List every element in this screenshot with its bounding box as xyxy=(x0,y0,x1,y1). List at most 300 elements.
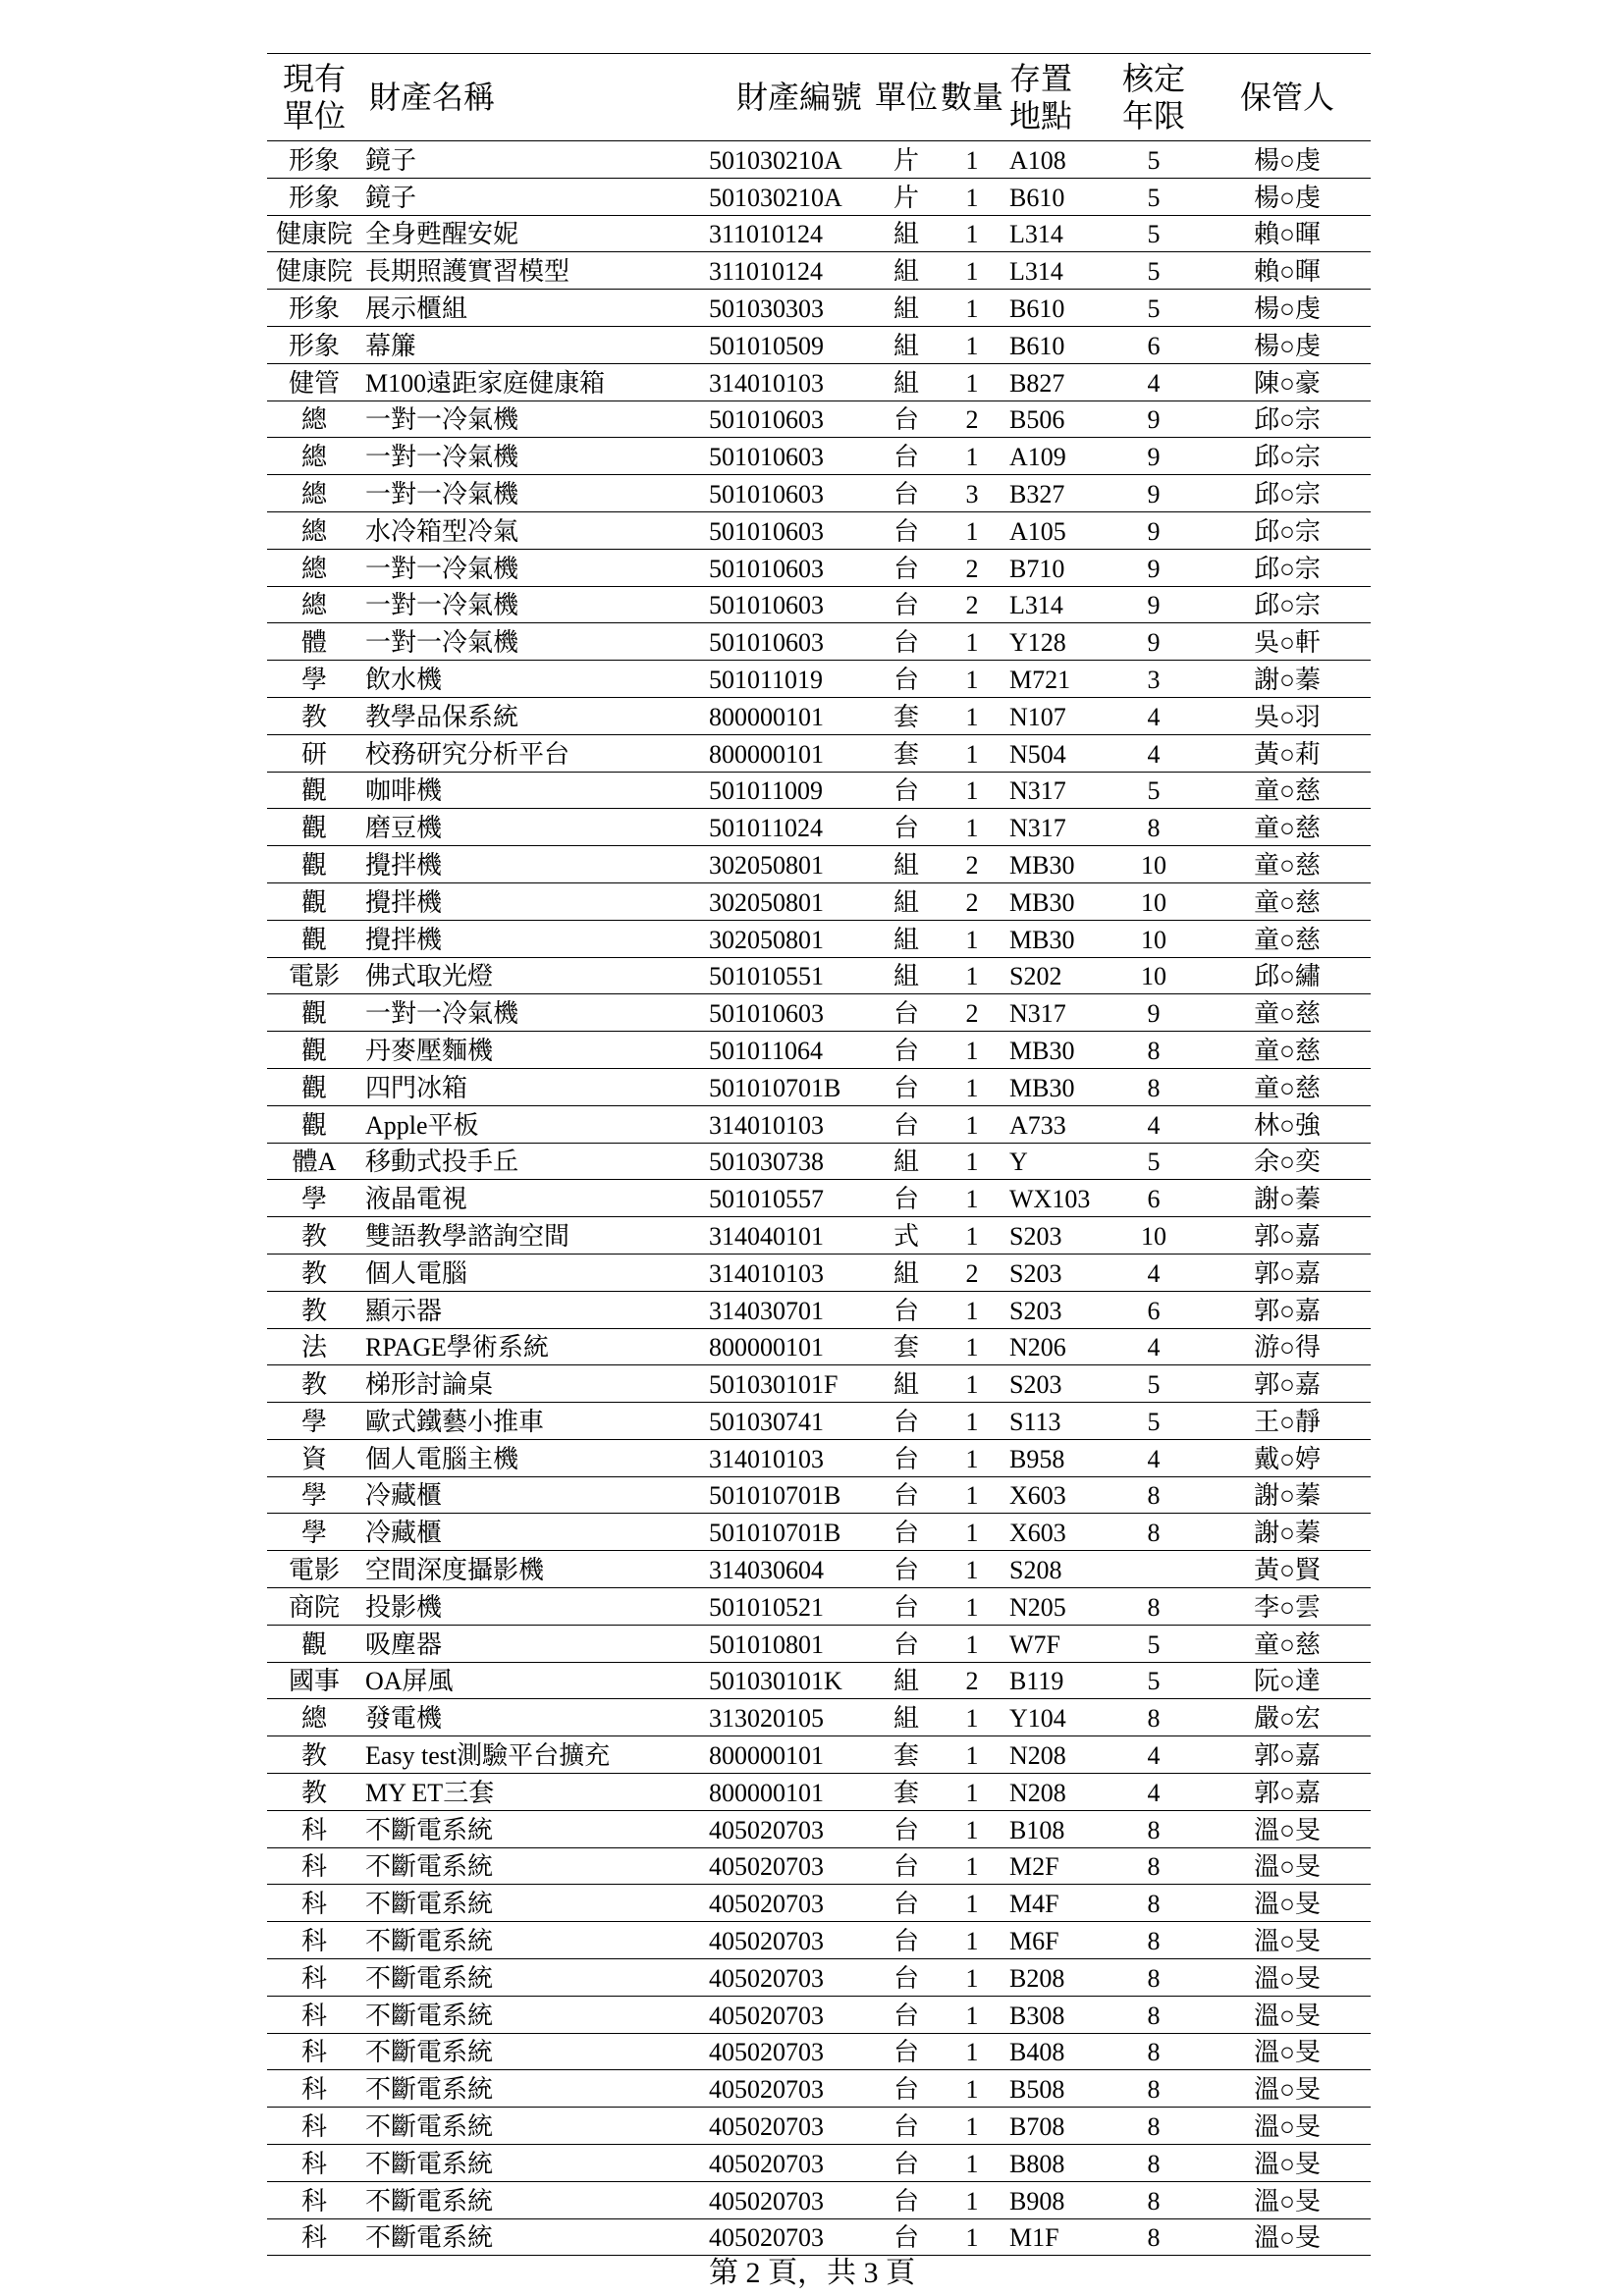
cell-quantity: 1 xyxy=(939,697,1005,734)
cell-location: B708 xyxy=(1005,2108,1104,2145)
cell-keeper: 阮○達 xyxy=(1204,1662,1371,1699)
table-row xyxy=(267,2181,1371,2218)
table-row xyxy=(267,326,1371,363)
cell-quantity: 1 xyxy=(939,734,1005,772)
cell-years: 8 xyxy=(1104,1959,1204,1997)
cell-unit: 國事 xyxy=(267,1662,361,1699)
cell-keeper: 邱○宗 xyxy=(1204,511,1371,549)
table-row xyxy=(267,1514,1371,1551)
cell-keeper: 童○慈 xyxy=(1204,772,1371,809)
cell-years: 3 xyxy=(1104,661,1204,698)
cell-property-code: 405020703 xyxy=(705,2145,874,2182)
cell-count-unit: 台 xyxy=(874,2145,939,2182)
cell-property-name: 一對一冷氣機 xyxy=(361,438,705,475)
cell-location: N317 xyxy=(1005,809,1104,846)
cell-keeper: 楊○虔 xyxy=(1204,290,1371,327)
cell-location: S113 xyxy=(1005,1403,1104,1440)
cell-quantity: 1 xyxy=(939,1699,1005,1736)
cell-quantity: 1 xyxy=(939,511,1005,549)
table-row xyxy=(267,2108,1371,2145)
cell-unit: 形象 xyxy=(267,141,361,179)
table-row xyxy=(267,475,1371,512)
cell-property-code: 314010103 xyxy=(705,1254,874,1291)
cell-years: 8 xyxy=(1104,1068,1204,1105)
cell-count-unit: 台 xyxy=(874,1922,939,1959)
cell-property-name: 四門冰箱 xyxy=(361,1068,705,1105)
cell-property-name: 歐式鐵藝小推車 xyxy=(361,1403,705,1440)
cell-unit: 科 xyxy=(267,1959,361,1997)
cell-keeper: 溫○旻 xyxy=(1204,2181,1371,2218)
cell-unit: 觀 xyxy=(267,809,361,846)
cell-property-name: 個人電腦 xyxy=(361,1254,705,1291)
cell-quantity: 1 xyxy=(939,1588,1005,1626)
cell-quantity: 1 xyxy=(939,2108,1005,2145)
cell-location: N205 xyxy=(1005,1588,1104,1626)
cell-keeper: 溫○旻 xyxy=(1204,2108,1371,2145)
cell-quantity: 1 xyxy=(939,2070,1005,2108)
table-row xyxy=(267,1328,1371,1365)
cell-unit: 觀 xyxy=(267,920,361,957)
cell-quantity: 1 xyxy=(939,1328,1005,1365)
cell-property-name: 咖啡機 xyxy=(361,772,705,809)
cell-years: 8 xyxy=(1104,1885,1204,1922)
cell-location: S203 xyxy=(1005,1254,1104,1291)
header-location xyxy=(1005,54,1104,141)
cell-property-name: 攪拌機 xyxy=(361,882,705,920)
cell-years: 5 xyxy=(1104,1625,1204,1662)
cell-location: A105 xyxy=(1005,511,1104,549)
cell-location: S203 xyxy=(1005,1291,1104,1328)
cell-unit: 形象 xyxy=(267,290,361,327)
cell-quantity: 1 xyxy=(939,661,1005,698)
cell-years: 10 xyxy=(1104,1217,1204,1255)
cell-count-unit: 台 xyxy=(874,623,939,661)
cell-years: 9 xyxy=(1104,438,1204,475)
cell-count-unit: 組 xyxy=(874,290,939,327)
cell-quantity: 1 xyxy=(939,252,1005,290)
header-property-code: 財產編號 xyxy=(705,54,874,141)
cell-unit: 形象 xyxy=(267,326,361,363)
cell-years: 8 xyxy=(1104,1588,1204,1626)
cell-property-code: 800000101 xyxy=(705,1328,874,1365)
cell-count-unit: 組 xyxy=(874,1254,939,1291)
cell-keeper: 郭○嘉 xyxy=(1204,1254,1371,1291)
cell-quantity: 1 xyxy=(939,957,1005,994)
cell-quantity: 1 xyxy=(939,1885,1005,1922)
cell-years: 5 xyxy=(1104,772,1204,809)
cell-property-name: 不斷電系統 xyxy=(361,2145,705,2182)
cell-keeper: 戴○婷 xyxy=(1204,1439,1371,1476)
table-row xyxy=(267,1180,1371,1217)
cell-years: 9 xyxy=(1104,400,1204,438)
cell-property-name: 不斷電系統 xyxy=(361,1922,705,1959)
cell-quantity: 2 xyxy=(939,1254,1005,1291)
cell-keeper: 童○慈 xyxy=(1204,1068,1371,1105)
cell-unit: 健康院 xyxy=(267,252,361,290)
cell-property-code: 313020105 xyxy=(705,1699,874,1736)
cell-location: S208 xyxy=(1005,1551,1104,1588)
cell-quantity: 1 xyxy=(939,1068,1005,1105)
table-row xyxy=(267,994,1371,1032)
table-row xyxy=(267,1217,1371,1255)
table-row xyxy=(267,882,1371,920)
table-row xyxy=(267,1959,1371,1997)
cell-location: MB30 xyxy=(1005,846,1104,883)
cell-quantity: 1 xyxy=(939,1105,1005,1143)
cell-property-name: M100遠距家庭健康箱 xyxy=(361,363,705,400)
table-row xyxy=(267,400,1371,438)
cell-location: N504 xyxy=(1005,734,1104,772)
cell-quantity: 1 xyxy=(939,920,1005,957)
cell-property-code: 501030741 xyxy=(705,1403,874,1440)
table-row xyxy=(267,1996,1371,2033)
cell-property-code: 501010521 xyxy=(705,1588,874,1626)
cell-keeper: 謝○蓁 xyxy=(1204,1476,1371,1514)
header-current-unit-line2: 單位 xyxy=(282,97,346,134)
cell-property-code: 800000101 xyxy=(705,1774,874,1811)
cell-property-name: 鏡子 xyxy=(361,178,705,215)
header-location-line2: 地點 xyxy=(1009,97,1073,134)
table-row xyxy=(267,178,1371,215)
page-footer: 第 2 頁，共 3 頁 xyxy=(709,2257,915,2289)
cell-quantity: 1 xyxy=(939,2033,1005,2070)
cell-unit: 觀 xyxy=(267,882,361,920)
cell-years: 9 xyxy=(1104,475,1204,512)
cell-property-code: 501011019 xyxy=(705,661,874,698)
cell-location: N208 xyxy=(1005,1736,1104,1774)
cell-location: L314 xyxy=(1005,252,1104,290)
cell-unit: 教 xyxy=(267,1365,361,1403)
cell-unit: 科 xyxy=(267,2070,361,2108)
cell-count-unit: 台 xyxy=(874,1291,939,1328)
cell-unit: 健康院 xyxy=(267,215,361,252)
cell-property-name: 空間深度攝影機 xyxy=(361,1551,705,1588)
cell-quantity: 1 xyxy=(939,1217,1005,1255)
cell-quantity: 1 xyxy=(939,772,1005,809)
cell-count-unit: 台 xyxy=(874,1180,939,1217)
cell-property-code: 501010701B xyxy=(705,1514,874,1551)
cell-keeper: 王○靜 xyxy=(1204,1403,1371,1440)
cell-location: Y104 xyxy=(1005,1699,1104,1736)
cell-keeper: 李○雲 xyxy=(1204,1588,1371,1626)
table-row xyxy=(267,1922,1371,1959)
cell-unit: 學 xyxy=(267,1403,361,1440)
cell-years: 5 xyxy=(1104,290,1204,327)
cell-unit: 健管 xyxy=(267,363,361,400)
cell-keeper: 楊○虔 xyxy=(1204,178,1371,215)
cell-quantity: 1 xyxy=(939,1032,1005,1069)
header-property-name: 財產名稱 xyxy=(361,54,705,141)
cell-keeper: 謝○蓁 xyxy=(1204,1180,1371,1217)
cell-keeper: 童○慈 xyxy=(1204,1032,1371,1069)
header-location-line1: 存置 xyxy=(1009,60,1073,97)
cell-property-code: 501011064 xyxy=(705,1032,874,1069)
cell-location: B506 xyxy=(1005,400,1104,438)
cell-keeper: 邱○宗 xyxy=(1204,438,1371,475)
header-quantity: 數量 xyxy=(939,54,1005,141)
cell-property-name: 教學品保系統 xyxy=(361,697,705,734)
cell-years: 5 xyxy=(1104,252,1204,290)
cell-property-name: 不斷電系統 xyxy=(361,1847,705,1885)
cell-unit: 學 xyxy=(267,1476,361,1514)
cell-count-unit: 台 xyxy=(874,1476,939,1514)
cell-property-code: 405020703 xyxy=(705,1885,874,1922)
cell-keeper: 游○得 xyxy=(1204,1328,1371,1365)
cell-location: A109 xyxy=(1005,438,1104,475)
cell-years: 8 xyxy=(1104,1922,1204,1959)
cell-property-code: 405020703 xyxy=(705,2108,874,2145)
cell-quantity: 1 xyxy=(939,2181,1005,2218)
cell-property-code: 501030303 xyxy=(705,290,874,327)
property-table xyxy=(267,53,1371,2256)
cell-keeper: 賴○暉 xyxy=(1204,215,1371,252)
cell-property-name: 液晶電視 xyxy=(361,1180,705,1217)
cell-property-name: 不斷電系統 xyxy=(361,2181,705,2218)
cell-count-unit: 組 xyxy=(874,957,939,994)
cell-count-unit: 台 xyxy=(874,2218,939,2256)
cell-location: MB30 xyxy=(1005,882,1104,920)
cell-count-unit: 台 xyxy=(874,809,939,846)
cell-years: 9 xyxy=(1104,549,1204,586)
cell-location: B327 xyxy=(1005,475,1104,512)
cell-years: 4 xyxy=(1104,1736,1204,1774)
cell-unit: 科 xyxy=(267,2145,361,2182)
cell-property-name: 冷藏櫃 xyxy=(361,1514,705,1551)
table-header-row xyxy=(267,54,1371,141)
table-row xyxy=(267,1291,1371,1328)
cell-keeper: 吳○軒 xyxy=(1204,623,1371,661)
cell-location: B508 xyxy=(1005,2070,1104,2108)
cell-keeper: 林○強 xyxy=(1204,1105,1371,1143)
cell-quantity: 1 xyxy=(939,2145,1005,2182)
cell-property-code: 501010603 xyxy=(705,438,874,475)
cell-property-code: 405020703 xyxy=(705,1959,874,1997)
cell-count-unit: 台 xyxy=(874,2181,939,2218)
cell-location: M2F xyxy=(1005,1847,1104,1885)
table-row xyxy=(267,697,1371,734)
cell-property-name: 移動式投手丘 xyxy=(361,1143,705,1180)
cell-location: X603 xyxy=(1005,1476,1104,1514)
cell-property-code: 501010603 xyxy=(705,400,874,438)
cell-keeper: 黃○賢 xyxy=(1204,1551,1371,1588)
cell-property-code: 501010603 xyxy=(705,549,874,586)
cell-years: 4 xyxy=(1104,1105,1204,1143)
table-row xyxy=(267,1588,1371,1626)
cell-quantity: 2 xyxy=(939,586,1005,623)
cell-quantity: 1 xyxy=(939,215,1005,252)
table-row xyxy=(267,1847,1371,1885)
header-years-line1: 核定 xyxy=(1121,60,1185,97)
cell-location: B827 xyxy=(1005,363,1104,400)
cell-unit: 觀 xyxy=(267,1068,361,1105)
cell-location: M4F xyxy=(1005,1885,1104,1922)
table-row xyxy=(267,1885,1371,1922)
cell-keeper: 溫○旻 xyxy=(1204,1810,1371,1847)
cell-property-code: 501010701B xyxy=(705,1476,874,1514)
cell-years: 8 xyxy=(1104,1032,1204,1069)
cell-years: 6 xyxy=(1104,1180,1204,1217)
header-approved-years xyxy=(1104,54,1204,141)
cell-property-code: 501011009 xyxy=(705,772,874,809)
cell-property-name: RPAGE學術系統 xyxy=(361,1328,705,1365)
cell-property-code: 314010103 xyxy=(705,1105,874,1143)
table-row xyxy=(267,1143,1371,1180)
cell-years: 5 xyxy=(1104,1143,1204,1180)
cell-property-code: 302050801 xyxy=(705,920,874,957)
cell-quantity: 1 xyxy=(939,178,1005,215)
cell-property-code: 800000101 xyxy=(705,697,874,734)
cell-keeper: 溫○旻 xyxy=(1204,2070,1371,2108)
table-row xyxy=(267,957,1371,994)
cell-location: B208 xyxy=(1005,1959,1104,1997)
table-row xyxy=(267,1403,1371,1440)
cell-unit: 電影 xyxy=(267,1551,361,1588)
cell-keeper: 溫○旻 xyxy=(1204,1922,1371,1959)
cell-quantity: 3 xyxy=(939,475,1005,512)
cell-quantity: 1 xyxy=(939,290,1005,327)
cell-location: A733 xyxy=(1005,1105,1104,1143)
cell-keeper: 郭○嘉 xyxy=(1204,1774,1371,1811)
cell-unit: 科 xyxy=(267,1810,361,1847)
cell-property-code: 501010603 xyxy=(705,475,874,512)
cell-years: 8 xyxy=(1104,1996,1204,2033)
cell-quantity: 1 xyxy=(939,1403,1005,1440)
cell-count-unit: 台 xyxy=(874,549,939,586)
cell-keeper: 余○奕 xyxy=(1204,1143,1371,1180)
cell-years: 5 xyxy=(1104,1403,1204,1440)
cell-keeper: 邱○宗 xyxy=(1204,400,1371,438)
table-row xyxy=(267,252,1371,290)
cell-count-unit: 台 xyxy=(874,1847,939,1885)
cell-years: 10 xyxy=(1104,882,1204,920)
cell-quantity: 1 xyxy=(939,1810,1005,1847)
cell-location: M6F xyxy=(1005,1922,1104,1959)
cell-unit: 科 xyxy=(267,2181,361,2218)
cell-property-name: 顯示器 xyxy=(361,1291,705,1328)
cell-years: 8 xyxy=(1104,1514,1204,1551)
cell-count-unit: 台 xyxy=(874,400,939,438)
cell-keeper: 邱○宗 xyxy=(1204,549,1371,586)
cell-unit: 總 xyxy=(267,511,361,549)
table-row xyxy=(267,438,1371,475)
cell-location: MB30 xyxy=(1005,1032,1104,1069)
cell-property-name: OA屏風 xyxy=(361,1662,705,1699)
cell-quantity: 2 xyxy=(939,846,1005,883)
cell-years: 9 xyxy=(1104,623,1204,661)
cell-years: 4 xyxy=(1104,697,1204,734)
cell-property-name: 不斷電系統 xyxy=(361,1996,705,2033)
cell-keeper: 童○慈 xyxy=(1204,882,1371,920)
table-row xyxy=(267,1625,1371,1662)
cell-location: W7F xyxy=(1005,1625,1104,1662)
cell-location: M1F xyxy=(1005,2218,1104,2256)
cell-count-unit: 台 xyxy=(874,586,939,623)
cell-keeper: 賴○暉 xyxy=(1204,252,1371,290)
cell-property-code: 800000101 xyxy=(705,1736,874,1774)
property-table-container xyxy=(267,53,1371,2256)
cell-property-code: 501030101K xyxy=(705,1662,874,1699)
cell-keeper: 謝○蓁 xyxy=(1204,1514,1371,1551)
cell-unit: 觀 xyxy=(267,994,361,1032)
cell-property-code: 501010509 xyxy=(705,326,874,363)
cell-location: B408 xyxy=(1005,2033,1104,2070)
cell-years: 4 xyxy=(1104,1254,1204,1291)
cell-property-code: 405020703 xyxy=(705,1810,874,1847)
cell-count-unit: 台 xyxy=(874,1959,939,1997)
cell-location: Y128 xyxy=(1005,623,1104,661)
cell-quantity: 1 xyxy=(939,1551,1005,1588)
cell-property-code: 314010103 xyxy=(705,1439,874,1476)
cell-keeper: 童○慈 xyxy=(1204,846,1371,883)
cell-property-code: 311010124 xyxy=(705,252,874,290)
cell-unit: 研 xyxy=(267,734,361,772)
cell-property-code: 501010603 xyxy=(705,994,874,1032)
cell-property-name: 不斷電系統 xyxy=(361,2070,705,2108)
cell-quantity: 1 xyxy=(939,1291,1005,1328)
cell-property-name: Apple平板 xyxy=(361,1105,705,1143)
cell-keeper: 童○慈 xyxy=(1204,809,1371,846)
cell-quantity: 1 xyxy=(939,1959,1005,1997)
cell-count-unit: 套 xyxy=(874,1328,939,1365)
cell-years: 5 xyxy=(1104,141,1204,179)
cell-property-name: 飲水機 xyxy=(361,661,705,698)
cell-quantity: 1 xyxy=(939,1625,1005,1662)
cell-property-code: 800000101 xyxy=(705,734,874,772)
cell-keeper: 郭○嘉 xyxy=(1204,1736,1371,1774)
cell-keeper: 楊○虔 xyxy=(1204,141,1371,179)
cell-property-name: 展示櫃組 xyxy=(361,290,705,327)
cell-property-name: 攪拌機 xyxy=(361,846,705,883)
cell-keeper: 溫○旻 xyxy=(1204,1959,1371,1997)
table-row xyxy=(267,772,1371,809)
cell-property-name: 個人電腦主機 xyxy=(361,1439,705,1476)
cell-count-unit: 組 xyxy=(874,326,939,363)
table-row xyxy=(267,846,1371,883)
cell-count-unit: 組 xyxy=(874,920,939,957)
cell-years: 8 xyxy=(1104,1699,1204,1736)
cell-keeper: 謝○蓁 xyxy=(1204,661,1371,698)
cell-property-code: 405020703 xyxy=(705,1996,874,2033)
cell-property-code: 501010701B xyxy=(705,1068,874,1105)
table-row xyxy=(267,1662,1371,1699)
cell-location: L314 xyxy=(1005,215,1104,252)
table-row xyxy=(267,215,1371,252)
table-row xyxy=(267,1032,1371,1069)
cell-quantity: 1 xyxy=(939,1514,1005,1551)
cell-years: 4 xyxy=(1104,1439,1204,1476)
cell-quantity: 1 xyxy=(939,1143,1005,1180)
cell-count-unit: 台 xyxy=(874,1588,939,1626)
header-years-line2: 年限 xyxy=(1121,97,1185,134)
cell-count-unit: 台 xyxy=(874,2033,939,2070)
cell-unit: 體A xyxy=(267,1143,361,1180)
cell-location: N206 xyxy=(1005,1328,1104,1365)
cell-property-code: 501010603 xyxy=(705,586,874,623)
cell-unit: 商院 xyxy=(267,1588,361,1626)
table-row xyxy=(267,1068,1371,1105)
cell-location: B710 xyxy=(1005,549,1104,586)
cell-property-code: 314010103 xyxy=(705,363,874,400)
cell-count-unit: 台 xyxy=(874,1032,939,1069)
cell-location: B308 xyxy=(1005,1996,1104,2033)
cell-property-code: 405020703 xyxy=(705,1847,874,1885)
cell-quantity: 1 xyxy=(939,2218,1005,2256)
header-count-unit: 單位 xyxy=(874,54,939,141)
cell-quantity: 2 xyxy=(939,400,1005,438)
cell-quantity: 1 xyxy=(939,1847,1005,1885)
cell-unit: 法 xyxy=(267,1328,361,1365)
cell-property-code: 302050801 xyxy=(705,882,874,920)
